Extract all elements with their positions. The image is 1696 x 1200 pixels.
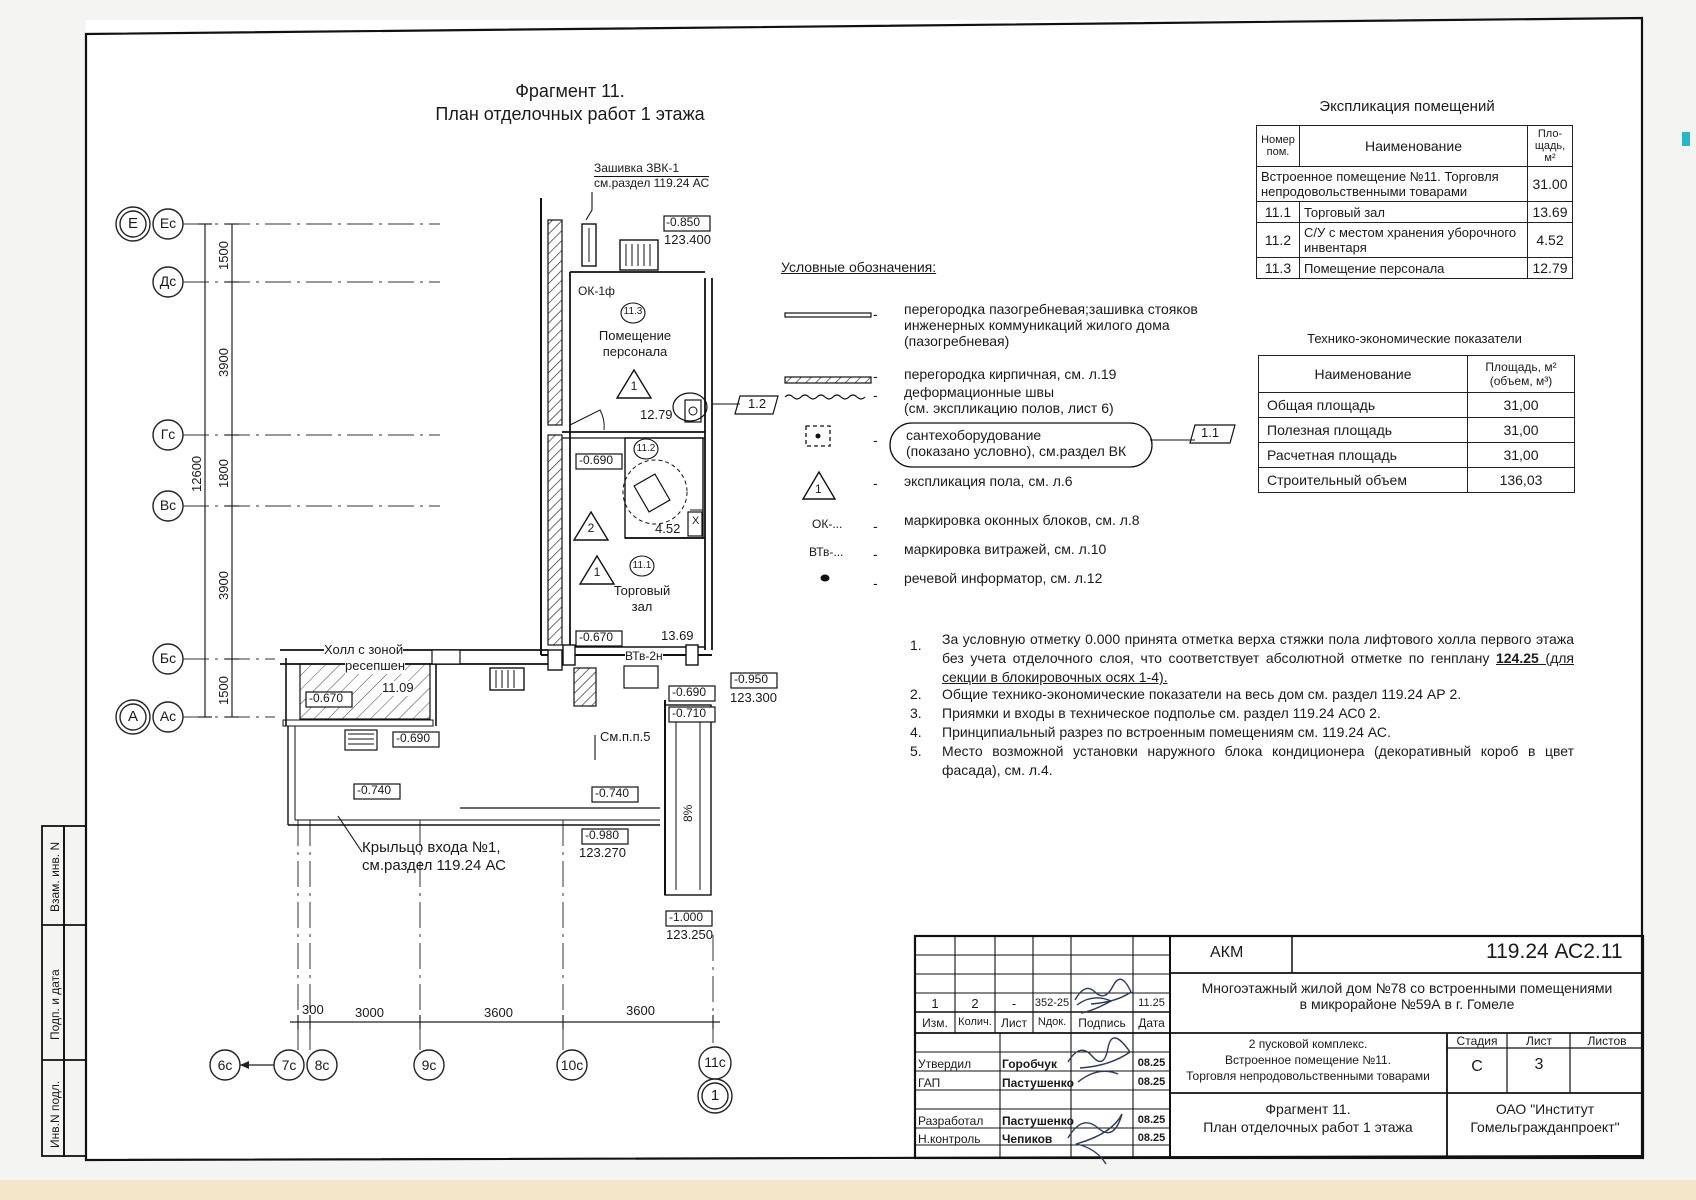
hall-name2: ресепшен <box>345 658 406 673</box>
tep-row-name: Общая площадь <box>1259 393 1468 418</box>
axis-label-7s: 7с <box>281 1057 297 1073</box>
legend-dash: - <box>873 368 878 384</box>
callout-1-1: 1.1 <box>1201 425 1220 440</box>
stamp-sheet-title-l2: План отделочных работ 1 этажа <box>1203 1119 1413 1136</box>
table-row <box>1259 418 1575 443</box>
row-num: 11.3 <box>1257 258 1300 279</box>
room-111-name1: Торговый <box>613 583 671 598</box>
dim-v-12600: 12600 <box>189 455 204 492</box>
axis-label-E: Е <box>127 215 138 232</box>
dim-v-1500-bottom: 1500 <box>216 676 231 705</box>
table-row <box>1259 443 1575 468</box>
legend-dash: - <box>873 387 878 403</box>
elev-7: -0.670 <box>309 691 344 705</box>
room-112-number: 11.2 <box>636 443 656 454</box>
dim-v-3900-top: 3900 <box>216 348 231 377</box>
table-row <box>1259 468 1575 493</box>
callout-1-2: 1.2 <box>748 396 767 411</box>
drawing-title-line2: План отделочных работ 1 этажа <box>435 104 705 125</box>
note-4: Принципиальный разрез по встроенным помещениям см. 119.24 АС. <box>942 724 1391 740</box>
rev-h-date: Дата <box>1138 1016 1165 1030</box>
callout-zvk-line2: см.раздел 119.24 АС <box>594 175 710 190</box>
legend-item-1-l3: (пазогребневая) <box>904 333 1010 350</box>
tep-header-value: Площадь, м² (объем, м³) <box>1468 356 1575 393</box>
stamp-project-line1: Многоэтажный жилой дом №78 со встроенными помещениями <box>1201 980 1613 996</box>
room-113-area: 12.79 <box>640 407 673 422</box>
note-5-num: 5. <box>910 743 922 759</box>
header-area: Пло-щадь, м² <box>1528 126 1573 167</box>
group-name: Встроенное помещение №11. Торговля непродовольственными товарами <box>1257 167 1528 202</box>
stamp-org-l2: Гомельгражданпроект" <box>1470 1119 1620 1136</box>
legend-item-1-l2: инженерных коммуникаций жилого дома <box>904 317 1170 334</box>
porch-line2: см.раздел 119.24 АС <box>362 857 507 874</box>
stamp-sheet: 3 <box>1534 1056 1544 1073</box>
room-113-number: 11.3 <box>623 306 643 317</box>
elev-8: -0.690 <box>396 731 431 745</box>
rev-h-sign: Подпись <box>1078 1016 1126 1030</box>
table-row <box>1257 258 1573 279</box>
legend-dash: - <box>873 546 878 562</box>
stamp-stage-desc-l1: 2 пусковой комплекс. <box>1248 1037 1368 1051</box>
note-3-num: 3. <box>910 705 922 721</box>
table-header-row <box>1257 126 1573 167</box>
person-name: Пастушенко <box>1002 1076 1074 1090</box>
legend-item-partition-tg <box>904 301 1198 349</box>
elev-9: -0.740 <box>357 783 392 797</box>
elev-4: -0.690 <box>672 685 707 699</box>
legend-title: Условные обозначения: <box>781 259 937 275</box>
legend-item-floor: экспликация пола, см. л.6 <box>904 473 1073 489</box>
axis-label-A: А <box>127 708 138 725</box>
tep-row-value: 136,03 <box>1468 468 1575 493</box>
rev-ndok: 352-25 <box>1034 997 1070 1009</box>
legend-dash: - <box>873 432 878 448</box>
tep-row-name: Полезная площадь <box>1259 418 1468 443</box>
elev-3: -0.670 <box>579 630 614 644</box>
legend-item-1-l1: перегородка пазогребневая;зашивка стояков <box>904 301 1198 317</box>
table-row <box>1259 393 1575 418</box>
row-name: Торговый зал <box>1300 202 1528 223</box>
legend-sym-ok: ОК-... <box>812 517 843 531</box>
legend-dash: - <box>873 306 878 322</box>
stamp-sheet-title-l1: Фрагмент 11. <box>1265 1101 1351 1117</box>
stamp-stage-desc-l3: Торговля непродовольственными товарами <box>1186 1069 1430 1084</box>
legend-dash: - <box>873 518 878 534</box>
person-name: Горобчук <box>1002 1057 1057 1071</box>
rev-izm: 1 <box>931 996 939 1011</box>
row-area: 13.69 <box>1528 202 1573 223</box>
room-111-floor-mark: 1 <box>593 565 601 579</box>
tep-row-value: 31,00 <box>1468 443 1575 468</box>
row-name: С/У с местом хранения уборочного инвентаря <box>1300 223 1528 258</box>
rev-h-list: Лист <box>1000 1016 1028 1030</box>
elev-11-abs: 123.270 <box>579 845 626 860</box>
rev-list: - <box>1011 996 1017 1011</box>
stamp-sheet-title <box>1172 1100 1444 1136</box>
room-113-name2: персонала <box>602 344 668 359</box>
side-label-vzam: Взам. инв. N <box>48 841 62 912</box>
header-name: Наименование <box>1300 126 1528 167</box>
stamp-project-line2: в микрорайоне №59А в г. Гомеле <box>1299 996 1515 1012</box>
axis-label-Es: Ес <box>159 215 177 231</box>
rev-h-kol: Колич. <box>958 1016 992 1028</box>
legend-item-sanitary <box>906 427 1126 459</box>
scan-mark <box>1682 132 1690 146</box>
legend-item-4-l2: (показано условно), см.раздел ВК <box>906 443 1127 460</box>
rev-h-izm: Изм. <box>922 1016 948 1030</box>
legend-dash: - <box>873 475 878 491</box>
hall-area: 11.09 <box>382 680 414 695</box>
drawing-title <box>420 80 720 127</box>
note-4-num: 4. <box>910 724 922 740</box>
explication-title: Экспликация помещений <box>1319 98 1495 115</box>
side-label-inv: Инв.N подл. <box>48 1080 62 1148</box>
dim-v-3900-bottom: 3900 <box>216 571 231 600</box>
legend-item-informer: речевой информатор, см. л.12 <box>904 570 1103 586</box>
legend-item-4-l1: сантехоборудование <box>906 427 1042 443</box>
elev-2: -0.690 <box>579 453 614 467</box>
row-area: 12.79 <box>1528 258 1573 279</box>
scan-edge-strip <box>0 1180 1696 1200</box>
room-111-area: 13.69 <box>661 628 694 643</box>
rev-date: 11.25 <box>1138 997 1165 1009</box>
stamp-stage-header: Стадия <box>1456 1034 1498 1048</box>
see-note-5: См.п.п.5 <box>600 729 651 744</box>
note-3: Приямки и входы в техническое подполье см. раздел 119.24 АС0 2. <box>942 705 1381 721</box>
elev-11: -0.980 <box>585 828 620 842</box>
stamp-org-l1: ОАО "Институт <box>1495 1101 1595 1117</box>
table-row <box>1257 202 1573 223</box>
stamp-stage: С <box>1471 1058 1483 1075</box>
dim-h-3600-b: 3600 <box>626 1003 655 1018</box>
person-role: ГАП <box>918 1076 941 1090</box>
room-113-name1: Помещение <box>598 328 672 343</box>
note-5: Место возможной установки наружного блока кондиционера (декоративный короб в цвет фасада), см. л.4. <box>942 743 1574 778</box>
note-1-text: За условную отметку 0.000 принята отметка верха стяжки пола лифтового холла первого этажа без учета отделочного слоя, что соответствует абсолютной отметке по генплану <box>942 631 1574 666</box>
axis-label-As: Ас <box>159 708 177 724</box>
elev-6-abs: 123.300 <box>730 690 777 705</box>
axis-label-6s: 6с <box>217 1057 233 1073</box>
tep-row-value: 31,00 <box>1468 418 1575 443</box>
axis-label-9s: 9с <box>421 1057 437 1073</box>
axis-label-11s: 11с <box>704 1054 726 1070</box>
room-113-floor-mark: 1 <box>630 379 638 393</box>
axis-label-Gs: Гс <box>160 426 176 442</box>
legend-sym-triangle: 1 <box>815 482 822 496</box>
dim-h-3600-a: 3600 <box>484 1005 513 1020</box>
legend-item-3-l1: деформационные швы <box>904 384 1055 400</box>
person-date: 08.25 <box>1137 1057 1166 1069</box>
dim-h-300: 300 <box>302 1002 324 1017</box>
dim-v-1500-top: 1500 <box>216 241 231 270</box>
elev-10: -0.740 <box>595 786 630 800</box>
explication-table <box>1256 125 1573 279</box>
row-num: 11.1 <box>1257 202 1300 223</box>
elev-12-abs: 123.250 <box>666 927 713 942</box>
row-name: Помещение персонала <box>1300 258 1528 279</box>
person-role: Н.контроль <box>918 1132 981 1146</box>
note-1-bold: 124.25 <box>1495 649 1539 666</box>
legend-item-vitrage: маркировка витражей, см. л.10 <box>904 541 1107 557</box>
axis-label-Ds: Дс <box>159 273 177 289</box>
stamp-sheets-header: Листов <box>1587 1034 1627 1048</box>
legend-item-3-l2: (см. экспликацию полов, лист 6) <box>904 400 1114 417</box>
legend-dash: - <box>873 575 878 591</box>
person-name: Пастушенко <box>1002 1114 1074 1128</box>
rev-kol: 2 <box>971 996 979 1011</box>
room-112-floor-mark: 2 <box>587 521 595 535</box>
table-row <box>1257 223 1573 258</box>
porch-line1: Крыльцо входа №1, <box>362 839 501 856</box>
tep-title: Технико-экономические показатели <box>1307 331 1522 346</box>
person-name: Чепиков <box>1002 1132 1053 1146</box>
axis-label-1: 1 <box>710 1087 720 1104</box>
elev-6: -0.950 <box>734 672 769 686</box>
elev-1-abs: 123.400 <box>664 232 711 247</box>
rev-h-ndok: Nдок. <box>1037 1016 1067 1028</box>
legend-item-windows: маркировка оконных блоков, см. л.8 <box>904 512 1140 528</box>
room-112-area: 4.52 <box>655 521 681 536</box>
person-date: 08.25 <box>1137 1114 1166 1126</box>
ramp-slope: 8% <box>681 804 695 822</box>
room-111-name2: зал <box>631 599 653 614</box>
tep-row-value: 31,00 <box>1468 393 1575 418</box>
side-label-podp: Подп. и дата <box>48 969 62 1040</box>
room-111-number: 11.1 <box>632 560 652 571</box>
tep-row-name: Расчетная площадь <box>1259 443 1468 468</box>
callout-zvk-line1: Зашивка ЗВК-1 <box>594 161 680 175</box>
note-2-num: 2. <box>910 686 922 702</box>
bath-x-label: Х <box>692 515 700 527</box>
stamp-code: 119.24 АС2.11 <box>1486 940 1623 963</box>
axis-label-Vs: Вс <box>159 497 177 513</box>
drawing-title-line1: Фрагмент 11. <box>515 81 625 101</box>
legend-sym-btv: ВТв-... <box>809 545 844 559</box>
tep-row-name: Строительный объем <box>1259 468 1468 493</box>
note-1 <box>942 630 1574 687</box>
stamp-stage-desc-l2: Встроенное помещение №11. <box>1225 1053 1391 1068</box>
dim-h-3000: 3000 <box>355 1005 384 1020</box>
note-1-num: 1. <box>910 637 922 653</box>
legend-item-brick: перегородка кирпичная, см. л.19 <box>904 366 1117 382</box>
table-row-group <box>1257 167 1573 202</box>
stamp-organization <box>1448 1100 1642 1136</box>
window-mark-ok: ОК-1ф <box>578 284 615 298</box>
note-2: Общие технико-экономические показатели на весь дом см. раздел 119.24 АР 2. <box>942 686 1462 702</box>
person-role: Утвердил <box>918 1057 972 1071</box>
tep-header-name: Наименование <box>1259 356 1468 393</box>
stamp-org-short: АКМ <box>1210 944 1244 961</box>
axis-label-10s: 10с <box>560 1057 584 1073</box>
table-header-row <box>1259 356 1575 393</box>
row-num: 11.2 <box>1257 223 1300 258</box>
note-1-tail: (для секции в блокировочных осях 1-4). <box>942 649 1574 685</box>
person-date: 08.25 <box>1137 1076 1166 1088</box>
legend-item-joints <box>904 384 1114 416</box>
stamp-sheet-header: Лист <box>1525 1034 1553 1048</box>
person-role: Разработал <box>918 1114 984 1128</box>
stamp-stage-desc <box>1172 1036 1444 1085</box>
hall-name1: Холл с зоной <box>324 642 404 657</box>
callout-zvk <box>594 162 709 191</box>
dim-v-1800: 1800 <box>216 459 231 488</box>
group-area: 31.00 <box>1528 167 1573 202</box>
vitrage-mark: ВТв-2н <box>625 649 663 663</box>
stamp-project <box>1172 980 1642 1012</box>
person-date: 08.25 <box>1137 1132 1166 1144</box>
elev-12: -1.000 <box>669 910 704 924</box>
axis-label-Bs: Бс <box>159 650 177 666</box>
header-num: Номер пом. <box>1257 126 1300 167</box>
elev-5: -0.710 <box>672 706 707 720</box>
row-area: 4.52 <box>1528 223 1573 258</box>
axis-label-8s: 8с <box>314 1057 330 1073</box>
elev-1: -0.850 <box>666 215 701 229</box>
tep-table <box>1258 355 1575 493</box>
